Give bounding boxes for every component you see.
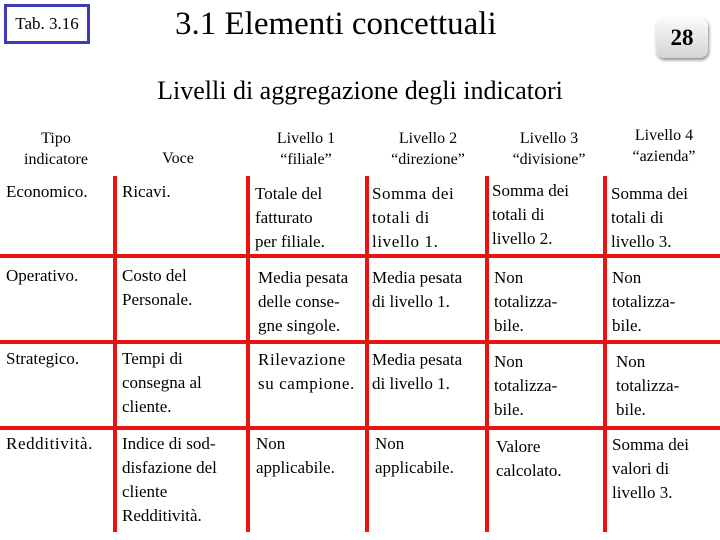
table-number-badge <box>4 4 90 44</box>
cell-livello-4: Somma dei valori di livello 3. <box>612 435 689 502</box>
column-header-label: Livello 2 “direzione” <box>391 130 465 168</box>
cell-livello-3: Somma dei totali di livello 2. <box>492 181 569 248</box>
grid-vertical-line <box>365 176 369 532</box>
cell-livello-2: Somma dei totali di livello 1. <box>372 184 455 251</box>
slide-title: 3.1 Elementi concettuali <box>175 6 497 42</box>
column-header-label: Tipo indicatore <box>24 130 88 168</box>
page-number-badge <box>656 18 708 58</box>
slide-subtitle: Livelli di aggregazione degli indicatori <box>157 76 563 105</box>
cell-tipo-indicatore: Redditività. <box>6 434 93 453</box>
cell-voce: Costo del Personale. <box>122 266 193 309</box>
column-header-livello-3 <box>490 128 608 170</box>
cell-livello-2: Media pesata di livello 1. <box>372 350 463 393</box>
column-header-label: Voce <box>162 150 194 167</box>
cell-livello-1: Media pesata delle conse- gne singole. <box>258 268 349 335</box>
cell-tipo-indicatore: Strategico. <box>6 349 80 368</box>
cell-livello-4: Somma dei totali di livello 3. <box>611 184 688 251</box>
column-header-label: Livello 4 “azienda” <box>632 127 696 165</box>
cell-tipo-indicatore: Economico. <box>6 182 88 201</box>
column-header-tipo-indicatore <box>6 128 106 170</box>
cell-voce: Ricavi. <box>122 182 171 201</box>
page-number: 28 <box>670 25 694 50</box>
column-header-voce <box>128 148 228 169</box>
column-header-label: Livello 1 “filiale” <box>276 130 336 168</box>
column-header-livello-2 <box>368 128 488 170</box>
cell-livello-3: Valore calcolato. <box>496 437 562 480</box>
grid-vertical-line <box>485 176 489 532</box>
column-header-livello-4 <box>610 125 718 167</box>
grid-horizontal-line <box>0 426 720 430</box>
cell-livello-2: Non applicabile. <box>375 434 454 477</box>
cell-livello-4: Non totalizza- bile. <box>612 268 676 335</box>
column-header-label: Livello 3 “divisione” <box>512 130 586 168</box>
cell-livello-4: Non totalizza- bile. <box>616 352 680 419</box>
cell-tipo-indicatore: Operativo. <box>6 266 79 285</box>
grid-vertical-line <box>246 176 250 532</box>
table-number-label: Tab. 3.16 <box>15 14 79 33</box>
cell-livello-2: Media pesata di livello 1. <box>372 268 463 311</box>
grid-horizontal-line <box>0 340 720 344</box>
grid-horizontal-line <box>0 254 720 258</box>
cell-livello-3: Non totalizza- bile. <box>494 268 558 335</box>
cell-livello-1: Non applicabile. <box>256 434 335 477</box>
cell-voce: Indice di sod- disfazione del cliente Redditività. <box>122 434 217 525</box>
grid-vertical-line <box>603 176 607 532</box>
column-header-livello-1 <box>254 128 358 170</box>
cell-livello-1: Totale del fatturato per filiale. <box>255 184 325 251</box>
cell-voce: Tempi di consegna al cliente. <box>122 349 202 416</box>
cell-livello-1: Rilevazione su campione. <box>258 350 355 393</box>
cell-livello-3: Non totalizza- bile. <box>494 352 558 419</box>
grid-vertical-line <box>113 176 117 532</box>
